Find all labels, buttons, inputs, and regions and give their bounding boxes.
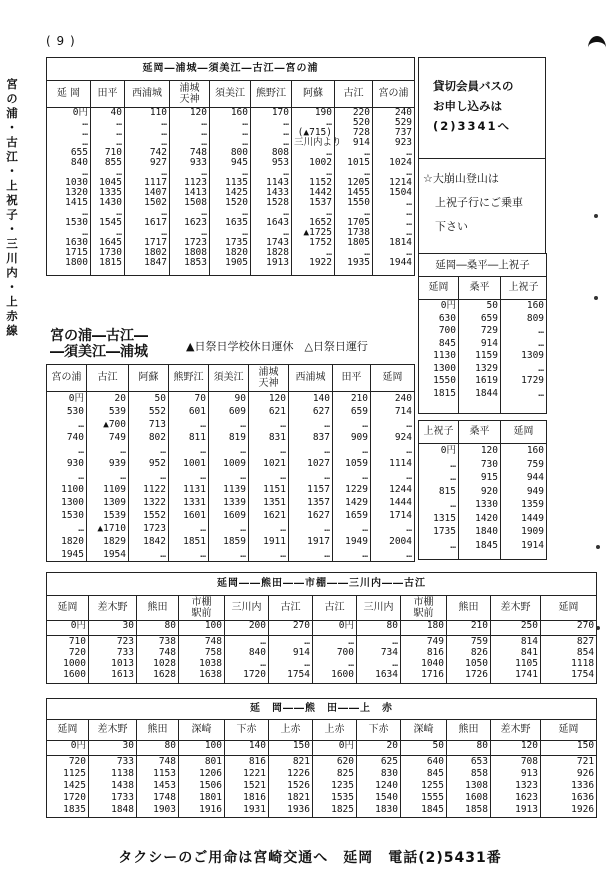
time-column: 240 714 … 924 … 1114 … 1244 1444 1714 … 2004 …: [371, 392, 415, 562]
column-header: 田平: [91, 81, 125, 108]
column-header: 浦城 天神: [249, 365, 289, 392]
column-header: 熊野江: [169, 365, 209, 392]
time-column: … 700 … 1600: [313, 636, 357, 684]
footer-taxi-notice: タクシーのご用命は宮崎交通へ 延岡 電話(2)5431番: [118, 850, 502, 866]
fare-cell: 80: [357, 621, 401, 636]
time-column: 827 854 1118 1754: [541, 636, 597, 684]
fare-cell: 80: [137, 741, 179, 756]
time-column: 814 841 1105 1741: [491, 636, 541, 684]
column-header: 延岡: [541, 720, 597, 741]
time-column: … 734 … 1634: [357, 636, 401, 684]
time-column: 70 601 … 811 … 1001 … 1131 1331 1601 … 1851 …: [169, 392, 209, 562]
column-header: 延岡: [371, 365, 415, 392]
column-header: 延岡: [501, 421, 547, 444]
column-header: 三川内: [357, 596, 401, 621]
column-header: 古江: [335, 81, 373, 108]
column-header: 下赤: [357, 720, 401, 741]
fare-cell: 80: [137, 621, 179, 636]
column-header: 深崎: [179, 720, 225, 741]
time-column: 140 627 … 837 … 1027 … 1157 1357 1627 … 1917 …: [289, 392, 333, 562]
column-header: 熊田: [447, 596, 491, 621]
fare-cell: 200: [225, 621, 269, 636]
time-column: 220 520 728 914 … 1015 … 1205 1455 1550 … 1705 1738 1805 … 1935: [335, 108, 373, 276]
timetable-nobeoka-kamihoriko: [418, 253, 547, 414]
fare-cell: 150: [269, 741, 313, 756]
time-column: 210 659 … 909 … 1059 … 1229 1429 1659 … 1949 …: [333, 392, 371, 562]
time-column: 625 830 1240 1540 1830: [357, 756, 401, 818]
fare-cell: 180: [401, 621, 447, 636]
side-route-title: 宮の浦・古江・上祝子・三川内・上赤線: [5, 78, 19, 339]
time-column: 240 529 737 923 … 1024 … 1214 1504 … … … … 1814 … 1944: [373, 108, 415, 276]
column-header: 三川内: [225, 596, 269, 621]
table-title: 延岡――熊田――市棚――三川内――古江: [47, 573, 597, 596]
time-column: 50 659 729 914 1159 1329 1619 1844: [459, 300, 501, 414]
column-header: 市棚 駅前: [179, 596, 225, 621]
time-column: 801 1206 1506 1801 1916: [179, 756, 225, 818]
timetable-kumata-furue: [46, 572, 597, 684]
time-column: 120 … … … 748 933 … 1123 1413 1508 … 1623 … 1723 1808 1853: [170, 108, 210, 276]
margin-dot: [594, 214, 598, 218]
fare-cell: 270: [541, 621, 597, 636]
time-column: 723 733 1013 1613: [89, 636, 137, 684]
column-header: 熊田: [447, 720, 491, 741]
time-column: 120 730 915 920 1330 1420 1840 1845: [459, 444, 501, 560]
time-column: 708 913 1323 1623 1913: [491, 756, 541, 818]
time-column: 160 759 944 949 1359 1449 1909 1914: [501, 444, 547, 560]
timetable-kumata-kamiaka: [46, 698, 597, 818]
column-header: 熊田: [137, 720, 179, 741]
fare-cell: 0円: [47, 621, 89, 636]
fare-cell: 100: [179, 621, 225, 636]
corner-mark: [588, 36, 606, 60]
time-column: 720 1125 1425 1720 1835: [47, 756, 89, 818]
column-header: 古江: [87, 365, 129, 392]
time-column: 759 826 1050 1726: [447, 636, 491, 684]
fare-cell: 50: [401, 741, 447, 756]
time-column: 40 … … … 710 855 … 1045 1335 1430 … 1545 … 1645 1730 1815: [91, 108, 125, 276]
column-header: 上赤: [313, 720, 357, 741]
column-header: 差木野: [89, 720, 137, 741]
time-column: 821 1226 1526 1821 1936: [269, 756, 313, 818]
column-header: 差木野: [491, 596, 541, 621]
column-header: 桑平: [459, 277, 501, 300]
mountain-notice: ☆大崩山登山は 上祝子行にご乗車 下さい: [418, 157, 546, 254]
column-header: 桑平: [459, 421, 501, 444]
fare-cell: 0円: [47, 741, 89, 756]
column-header: 上赤: [269, 720, 313, 741]
time-column: 120 621 … 831 … 1021 … 1151 1351 1621 … 1911 …: [249, 392, 289, 562]
fare-cell: 140: [225, 741, 269, 756]
column-header: 熊野江: [251, 81, 292, 108]
column-header: 延岡: [47, 596, 89, 621]
time-column: 20 539 ▲700 749 … 939 … 1109 1309 1539 ▲1710 1829 1954: [87, 392, 129, 562]
fare-cell: 150: [541, 741, 597, 756]
column-header: 延岡: [47, 720, 89, 741]
column-header: 差木野: [89, 596, 137, 621]
table-title: 延岡―浦城―須美江―古江―宮の浦: [47, 58, 415, 81]
charter-bus-notice: 貸切会員バスの お申し込みは (2)3341へ: [418, 57, 546, 159]
column-header: 須美江: [209, 365, 249, 392]
time-column: 190 … (▲715) 三川内より … 1002 … 1152 1442 1537 … 1652 ▲1725 1752 … 1922: [292, 108, 335, 276]
column-header: 差木野: [491, 720, 541, 741]
timetable-miyanoura-nobeoka: [46, 364, 415, 562]
time-column: 0円 630 700 845 1130 1300 1550 1815: [419, 300, 459, 414]
fare-cell: 250: [491, 621, 541, 636]
time-column: 0円 … … … 655 840 … 1030 1320 1415 … 1530 … 1630 1715 1800: [47, 108, 91, 276]
column-header: 延 岡: [47, 81, 91, 108]
column-header: 田平: [333, 365, 371, 392]
time-column: 653 858 1308 1608 1858: [447, 756, 491, 818]
time-column: 50 552 713 802 … 952 … 1122 1322 1552 1723 1842 …: [129, 392, 169, 562]
time-column: 816 1221 1521 1816 1931: [225, 756, 269, 818]
time-column: … 914 … 1754: [269, 636, 313, 684]
timetable-nobeoka-miyanoura: [46, 57, 415, 276]
fare-cell: 30: [89, 621, 137, 636]
column-header: 上祝子: [501, 277, 547, 300]
fare-cell: 210: [447, 621, 491, 636]
column-header: 阿蘇: [129, 365, 169, 392]
column-header: 延岡: [541, 596, 597, 621]
time-column: 733 1138 1438 1733 1848: [89, 756, 137, 818]
margin-dot: [594, 296, 598, 300]
table-title: 延 岡――熊 田――上 赤: [47, 699, 597, 720]
time-column: 748 758 1038 1638: [179, 636, 225, 684]
time-column: 160 … … … 800 945 … 1135 1425 1520 … 1635 … 1735 1820 1905: [210, 108, 251, 276]
column-header: 西浦城: [125, 81, 170, 108]
fare-cell: 270: [269, 621, 313, 636]
fare-cell: 80: [447, 741, 491, 756]
time-column: 748 1153 1453 1748 1903: [137, 756, 179, 818]
time-column: 710 720 1000 1600: [47, 636, 89, 684]
column-header: 古江: [269, 596, 313, 621]
column-header: 古江: [313, 596, 357, 621]
time-column: 110 … … … 742 927 … 1117 1407 1502 … 1617 … 1717 1802 1847: [125, 108, 170, 276]
column-header: 西浦城: [289, 365, 333, 392]
column-header: 宮の浦: [373, 81, 415, 108]
table-title: 延岡―桑平―上祝子: [419, 254, 547, 277]
column-header: 上祝子: [419, 421, 459, 444]
time-column: 0円 530 … 740 … 930 … 1100 1300 1530 … 1820 1945: [47, 392, 87, 562]
column-header: 下赤: [225, 720, 269, 741]
time-column: 721 926 1336 1636 1926: [541, 756, 597, 818]
legend-note: ▲日祭日学校休日運休 △日祭日運行: [186, 340, 368, 353]
time-column: 749 816 1040 1716: [401, 636, 447, 684]
time-column: 0円 … … 815 … 1315 1735 …: [419, 444, 459, 560]
column-header: 須美江: [210, 81, 251, 108]
fare-cell: 30: [89, 741, 137, 756]
column-header: 浦城 天神: [170, 81, 210, 108]
column-header: 市棚 駅前: [401, 596, 447, 621]
fare-cell: 0円: [313, 621, 357, 636]
fare-cell: 0円: [313, 741, 357, 756]
time-column: 90 609 … 819 … 1009 … 1139 1339 1609 … 1859 …: [209, 392, 249, 562]
table-title: 宮の浦―古江― ―須美江―浦城: [50, 328, 148, 360]
column-header: 熊田: [137, 596, 179, 621]
timetable-kamihoriko-nobeoka: [418, 420, 547, 560]
margin-dot: [596, 545, 600, 549]
time-column: 170 … … … 808 953 … 1143 1433 1528 … 1643 … 1743 1828 1913: [251, 108, 292, 276]
column-header: 宮の浦: [47, 365, 87, 392]
fare-cell: 100: [179, 741, 225, 756]
time-column: 738 748 1028 1628: [137, 636, 179, 684]
time-column: 620 825 1235 1535 1825: [313, 756, 357, 818]
column-header: 深崎: [401, 720, 447, 741]
time-column: 160 809 … … 1309 … 1729 …: [501, 300, 547, 414]
fare-cell: 20: [357, 741, 401, 756]
column-header: 延岡: [419, 277, 459, 300]
fare-cell: 120: [491, 741, 541, 756]
column-header: 阿蘇: [292, 81, 335, 108]
time-column: 640 845 1255 1555 1845: [401, 756, 447, 818]
time-column: … 840 … 1720: [225, 636, 269, 684]
page-number: ( 9 ): [46, 34, 76, 48]
